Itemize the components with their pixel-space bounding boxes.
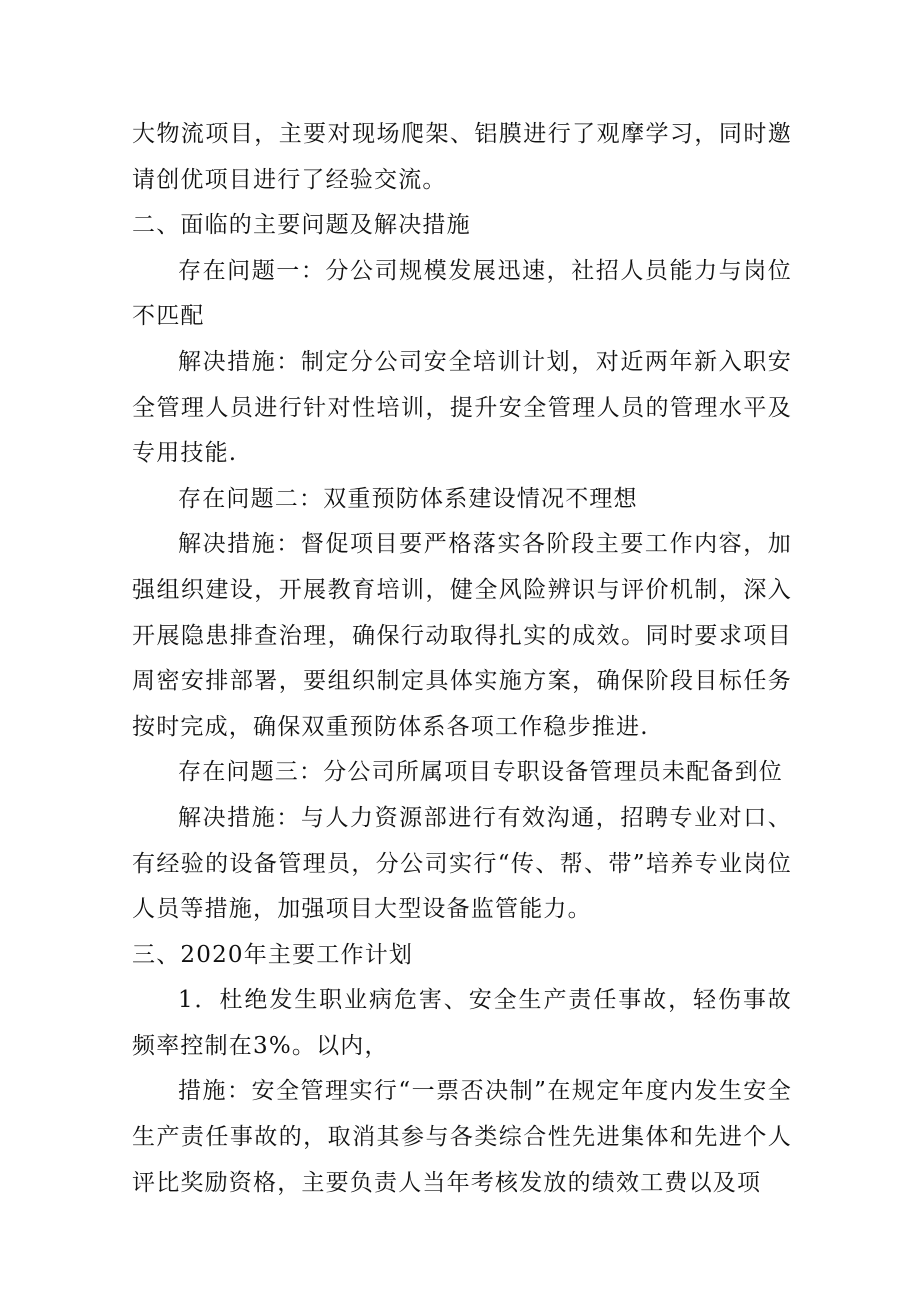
plan-item-one: 1．杜绝发生职业病危害、安全生产责任事故，轻伤事故频率控制在3%。以内， — [132, 987, 792, 1059]
solution-three: 解决措施：与人力资源部进行有效沟通，招聘专业对口、有经验的设备管理员，分公司实行“传、帮、带”培养专业岗位人员等措施，加强项目大型设备监管能力。 — [132, 804, 792, 923]
problem-three: 存在问题三：分公司所属项目专职设备管理员未配备到位 — [178, 759, 783, 786]
section-heading-problems: 二、面临的主要问题及解决措施 — [132, 212, 471, 239]
problem-one: 存在问题一：分公司规模发展迅速，社招人员能力与岗位不匹配 — [132, 257, 792, 330]
document-body — [132, 112, 792, 1206]
solution-two: 解决措施：督促项目要严格落实各阶段主要工作内容，加强组织建设，开展教育培训，健全风险辨识与评价机制，深入开展隐患排查治理，确保行动取得扎实的成效。同时要求项目周密安排部署，要组织制定具体实施方案，确保阶段目标任务按时完成，确保双重预防体系各项工作稳步推进. — [132, 531, 792, 740]
problem-two: 存在问题二：双重预防体系建设情况不理想 — [178, 485, 638, 512]
section-heading-plan: 三、2020年主要工作计划 — [132, 941, 414, 968]
solution-one: 解决措施：制定分公司安全培训计划，对近两年新入职安全管理人员进行针对性培训，提升安全管理人员的管理水平及专用技能. — [132, 348, 792, 467]
paragraph-continuation: 大物流项目，主要对现场爬架、铝膜进行了观摩学习，同时邀请创优项目进行了经验交流。 — [132, 121, 792, 193]
plan-measures: 措施：安全管理实行“一票否决制”在规定年度内发生安全生产责任事故的，取消其参与各类综合性先进集体和先进个人评比奖励资格，主要负责人当年考核发放的绩效工费以及项 — [132, 1078, 792, 1196]
